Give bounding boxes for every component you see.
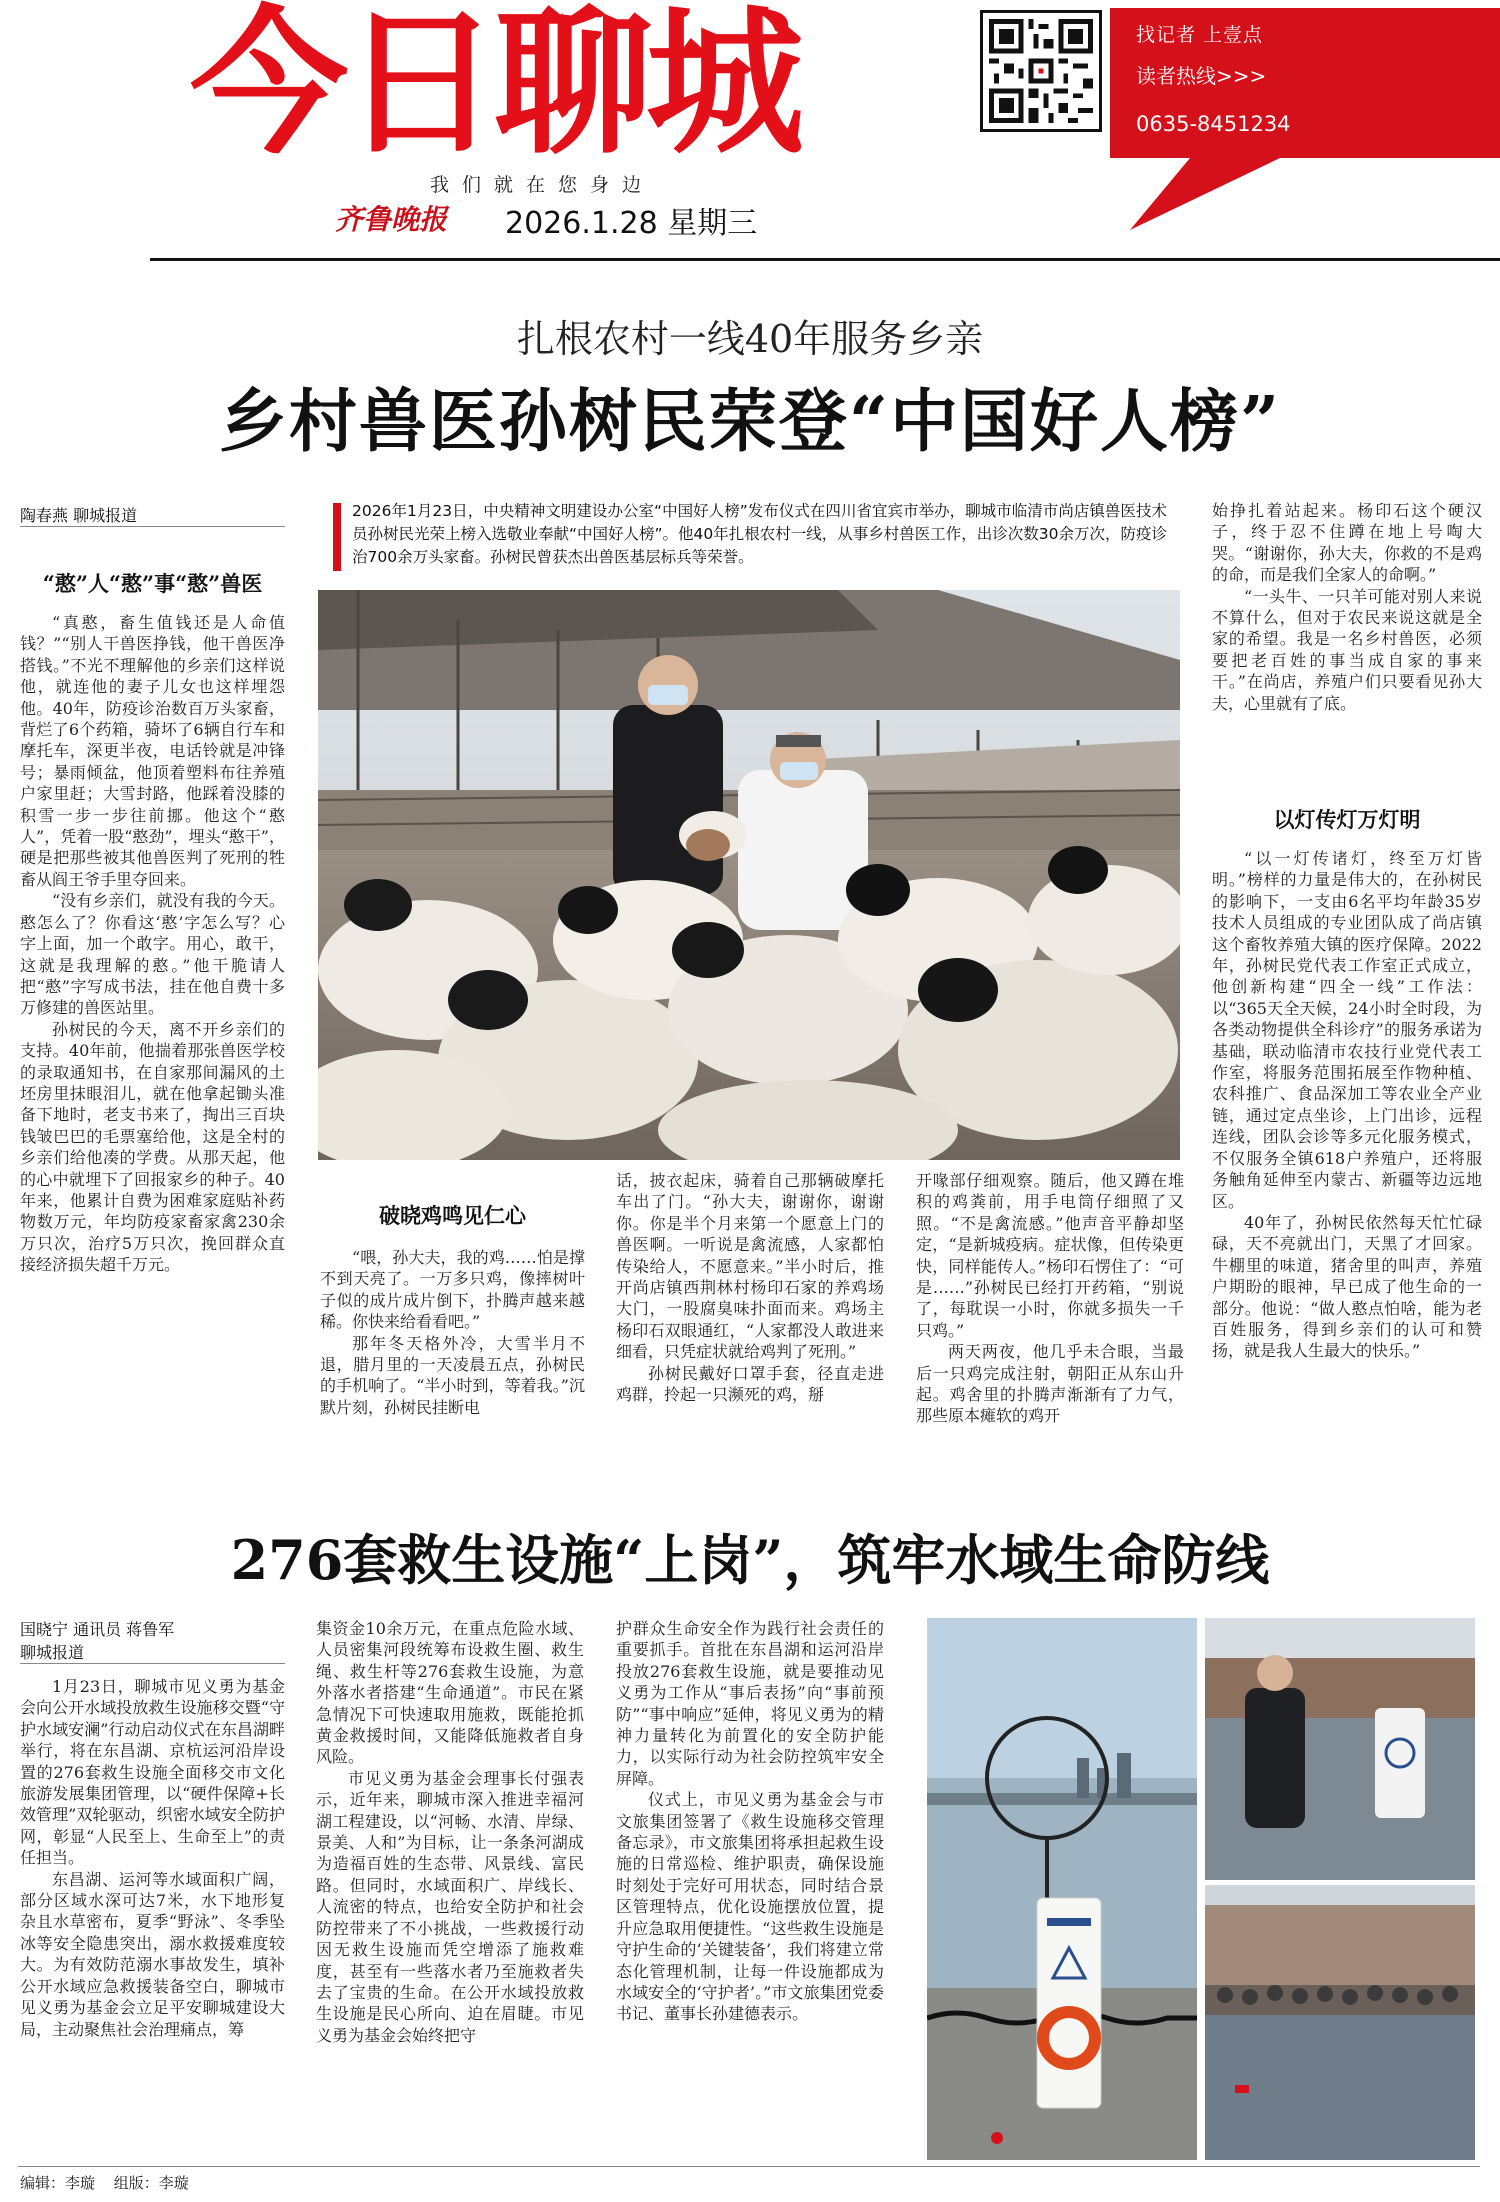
paragraph: 护群众生命安全作为践行社会责任的重要抓手。首批在东昌湖和运河沿岸投放276套救生设施，就是要推动见义勇为工作从“事后表扬”向“事前预防”“事中响应”延伸，将见义勇为的精神力量转化为前置化的安全防护能力，以实际行动为社会防控筑牢安全屏障。 xyxy=(616,1619,884,1788)
masthead-divider xyxy=(150,258,1500,261)
story1-headline[interactable]: 乡村兽医孙树民荣登“中国好人榜” xyxy=(218,382,1282,462)
paragraph: “没有乡亲们，就没有我的今天。憨怎么了？你看这‘憨’字怎么写？心字上面，加一个敢字。用心，敢干，这就是我理解的憨。”他干脆请人把“憨”字写成书法，挂在他自费十多万修建的兽医站里。 xyxy=(20,891,285,1018)
issue-date: 2026.1.28 星期三 xyxy=(505,206,758,241)
story1-byline: 陶春燕 聊城报道 xyxy=(20,503,285,527)
paragraph: 孙树民的今天，离不开乡亲们的支持。40年前，他揣着那张兽医学校的录取通知书，在自家那间漏风的土坯房里抹眼泪儿，就在他拿起锄头准备下地时，老支书来了，掏出三百块钱皱巴巴的毛票塞给他，这是全村的乡亲们给他凑的学费。从那天起，他的心中就埋下了回报家乡的种子。40年来，他累计自费为困难家庭贴补药物数万元，年均防疫家畜家禽230余万只次，治疗5万只次，挽回群众直接经济损失超千万元。 xyxy=(20,1019,285,1275)
paragraph: 1月23日，聊城市见义勇为基金会向公开水域投放救生设施移交暨“守护水域安澜”行动启动仪式在东昌湖畔举行，将在东昌湖、京杭运河沿岸设置的276套救生设施全面移交市文化旅游发展集团管理，以“硬件保障+长效管理”双轮驱动，织密水域安全防护网，彰显“人民至上、生命至上”的责任担当。 xyxy=(20,1677,285,1868)
paragraph: “喂，孙大夫，我的鸡……怕是撑不到天亮了。一万多只鸡，像摔树叶子似的成片成片倒下，扑腾声越来越稀。你快来给看看吧。” xyxy=(320,1248,585,1332)
ceremony-crowd-photo[interactable] xyxy=(1205,1885,1475,2160)
paragraph: 仪式上，市见义勇为基金会与市文旅集团签署了《救生设施移交管理备忘录》，市文旅集团将承担起救生设施的日常巡检、维护职责，确保设施时刻处于完好可用状态，同时结合景区管理特点，优化设施摆放位置，提升应急取用便捷性。“这些救生设施是守护生命的‘关键装备’，我们将建立常态化管理机制，让每一件设施都成为水域安全的‘守护者’。”市文旅集团党委书记、董事长孙建德表示。 xyxy=(616,1790,884,2024)
qr-code-icon[interactable] xyxy=(980,10,1102,132)
lede-accent-bar xyxy=(333,503,341,571)
story1-subhead-2: 破晓鸡鸣见仁心 xyxy=(379,1203,526,1228)
story1-subhead-3: 以灯传灯万灯明 xyxy=(1273,807,1421,832)
editor-credit: 编辑：李璇 xyxy=(20,2174,96,2192)
story1-column-b xyxy=(616,1170,884,1490)
paragraph: 市见义勇为基金会理事长付强表示，近年来，聊城市深入推进幸福河湖工程建设，以“河畅、水清、岸绿、景美、人和”为目标，让一条条河湖成为造福百姓的生态带、风景线、富民路。但同时，水域面积广、岸线长、人流密的特点，也给安全防护和社会防控带来了不小挑战，一些救援行动因无救生设施而凭空增添了施救难度，甚至有一些落水者乃至施救者失去了宝贵的生命。在公开水域投放救生设施是民心所向、迫在眉睫。市见义勇为基金会始终把守 xyxy=(316,1768,584,2045)
story2-headline[interactable]: 276套救生设施“上岗”，筑牢水域生命防线 xyxy=(230,1528,1270,1592)
paragraph: 40年了，孙树民依然每天忙忙碌碌，天不亮就出门，天黑了才回家。牛棚里的味道，猪舍里的叫声，养殖户期盼的眼神，早已成了他生命的一部分。他说：“做人憨点怕啥，能为老百姓服务，得到乡亲们的认可和赞扬，就是我人生最大的快乐。” xyxy=(1212,1212,1482,1361)
story2-column-c xyxy=(616,1618,884,2156)
paragraph: 孙树民戴好口罩手套，径直走进鸡群，拎起一只濒死的鸡，掰 xyxy=(616,1363,884,1405)
reader-hotline-label: 读者热线>>> xyxy=(1136,64,1267,88)
reader-hotline-number[interactable]: 0635-8451234 xyxy=(1136,112,1291,136)
paragraph: “一头牛、一只羊可能对别人来说不算什么，但对于农民来说这就是全家的希望。我是一名乡村兽医，必须要把老百姓的事当成自家的事来干。”在尚店，养殖户们只要看见孙大夫，心里就有了底。 xyxy=(1212,586,1482,713)
masthead-slogan: 我们就在您身边 xyxy=(430,174,655,196)
story2-byline: 国晓宁 通讯员 蒋鲁军 聊城报道 xyxy=(20,1618,285,1664)
masthead xyxy=(0,0,1500,262)
paragraph: 开喙部仔细观察。随后，他又蹲在堆积的鸡粪前，用手电筒仔细照了又照。“不是禽流感。”他声音平静却坚定，“是新城疫病。症状像，但传染更快，同样能传人。”杨印石愣住了：“可是……”孙树民已经打开药箱，“别说了，每耽误一小时，你就多损失一千只鸡。” xyxy=(916,1171,1184,1340)
paragraph: 那年冬天格外冷，大雪半月不退，腊月里的一天凌晨五点，孙树民的手机响了。“半小时到，等着我。”沉默片刻，孙树民挂断电 xyxy=(320,1333,585,1417)
story2-column-b xyxy=(316,1618,584,2156)
footer-credits xyxy=(20,2172,620,2196)
story1-left-column xyxy=(20,612,285,1510)
footer-divider xyxy=(18,2166,1480,2167)
layout-credit: 组版：李璇 xyxy=(113,2174,189,2192)
story1-column-a xyxy=(320,1247,585,1487)
story1-right-column xyxy=(1212,848,1482,1508)
masthead-title: 今日聊城 xyxy=(190,0,798,176)
paragraph: 两天两夜，他几乎未合眼，当最后一只鸡完成注射，朝阳正从东山升起。鸡舍里的扑腾声渐渐有了力气，那些原本瘫软的鸡开 xyxy=(916,1342,1184,1426)
story1-subhead-1: “憨”人“憨”事“憨”兽医 xyxy=(42,571,263,596)
story2-column-a xyxy=(20,1676,285,2156)
story1-lede: 2026年1月23日，中央精神文明建设办公室“中国好人榜”发布仪式在四川省宜宾市举办，聊城市临清市尚店镇兽医技术员孙树民光荣上榜入选敬业奉献“中国好人榜”。他40年扎根农村一线，从事乡村兽医工作，出诊次数30余万次，防疫诊治700余万头家畜。孙树民曾获杰出兽医基层标兵等荣誉。 xyxy=(352,502,1167,566)
paragraph: 话，披衣起床，骑着自己那辆破摩托车出了门。“孙大夫，谢谢你，谢谢你。你是半个月来第一个愿意上门的兽医啊。一听说是禽流感，人家都怕传染给人，不愿意来。”半小时后，推开尚店镇西荆林村杨印石家的养鸡场大门，一股腐臭味扑面而来。鸡场主杨印石双眼通红，“人家都没人敢进来细看，只凭症状就给鸡判了死刑。” xyxy=(616,1171,884,1362)
sheep-vet-photo[interactable] xyxy=(318,590,1180,1160)
story1-kicker: 扎根农村一线40年服务乡亲 xyxy=(516,317,984,361)
waterfront-patrol-photo[interactable] xyxy=(1205,1618,1475,1880)
paragraph: “以一灯传诸灯，终至万灯皆明。”榜样的力量是伟大的，在孙树民的影响下，一支由6名平均年龄35岁技术人员组成的专业团队成了尚店镇这个畜牧养殖大镇的医疗保障。2022年，孙树民党代表工作室正式成立，他创新构建“四全一线”工作法：以“365天全天候，24小时全时段，为各类动物提供全科诊疗”的服务承诺为基础，联动临清市农技行业党代表工作室，将服务范围拓展至作物种植、农科推广、食品深加工等农业全产业链，通过定点坐诊，上门出诊，远程连线，团队会诊等多元化服务模式，不仅服务全镇618户养殖户，还将服务触角延伸至内蒙古、新疆等边远地区。 xyxy=(1212,849,1482,1211)
lifebuoy-station-photo[interactable] xyxy=(927,1618,1197,2160)
paragraph: “真憨，畜生值钱还是人命值钱？”“别人干兽医挣钱，他干兽医净搭钱。”不光不理解他的乡亲们这样说他，就连他的妻子儿女也这样埋怨他。40年，防疫诊治数百万头家畜，背烂了6个药箱，骑坏了6辆自行车和摩托车，深更半夜，电话铃就是冲锋号；暴雨倾盆，他顶着塑料布往养殖户家里赶；大雪封路，他踩着没膝的积雪一步一步往前挪。他这个“憨人”，凭着一股“憨劲”，埋头“憨干”，硬是把那些被其他兽医判了死刑的牲畜从阎王爷手里夺回来。 xyxy=(20,613,285,889)
story1-column-c xyxy=(916,1170,1184,1490)
paragraph: 东昌湖、运河等水域面积广阔，部分区域水深可达7米，水下地形复杂且水草密布，夏季“野泳”、冬季坠冰等安全隐患突出，溺水救援难度较大。为有效防范溺水事故发生，填补公开水域应急救援装备空白，聊城市见义勇为基金会立足平安聊城建设大局，主动聚焦社会治理痛点，筹 xyxy=(20,1869,285,2039)
find-reporter-text: 找记者 上壹点 xyxy=(1136,24,1264,46)
hotline-bubble xyxy=(1110,8,1500,236)
brand-logo: 齐鲁晚报 xyxy=(335,203,448,236)
paragraph: 始挣扎着站起来。杨印石这个硬汉子，终于忍不住蹲在地上号啕大哭。“谢谢你，孙大夫，你救的不是鸡的命，而是我们全家人的命啊。” xyxy=(1212,501,1482,585)
paragraph: 集资金10余万元，在重点危险水域、人员密集河段统筹布设救生圈、救生绳、救生杆等276套救生设施，为意外落水者搭建“生命通道”。市民在紧急情况下可快速取用施救，既能抢抓黄金救援时间，又能降低施救者自身风险。 xyxy=(316,1619,584,1767)
story1-right-column-top xyxy=(1212,500,1482,795)
